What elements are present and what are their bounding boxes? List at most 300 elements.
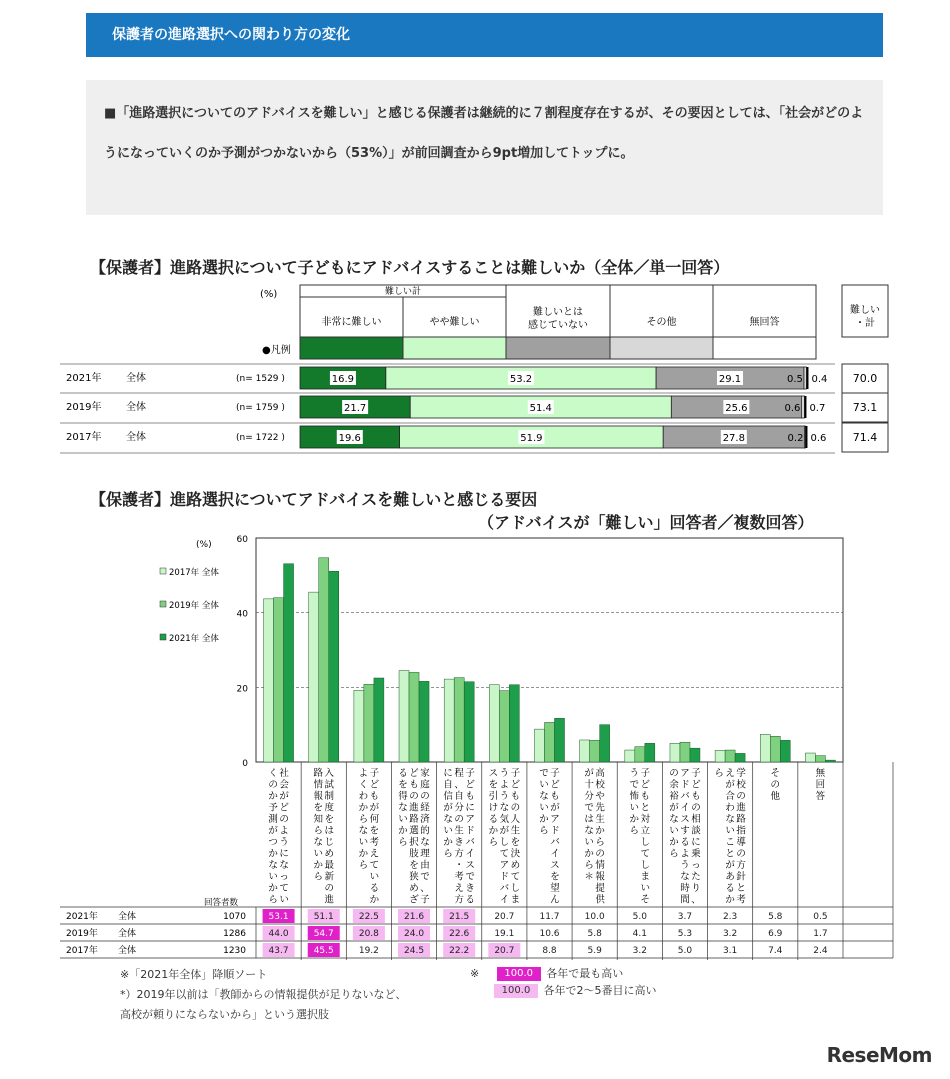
chart2-bar [444, 679, 454, 762]
chart2-category-label: る [398, 768, 408, 779]
chart2-category-label: こ [725, 837, 735, 848]
chart2-category-label: 程 [454, 768, 464, 779]
chart2-legend-label: 2017年 全体 [169, 568, 219, 578]
chart2-table-value: 21.5 [449, 912, 470, 922]
chart2-category-label: も [409, 779, 419, 791]
chart1-total-value: 70.0 [852, 372, 878, 385]
chart2-category-label: バ [680, 791, 690, 802]
chart2-category-label: は [584, 814, 594, 825]
chart2-category-label: 回 [815, 779, 826, 791]
chart2-category-label: の [770, 779, 781, 791]
chart2-table-group: 全体 [118, 929, 137, 939]
chart2-category-label: 由 [420, 860, 430, 871]
chart2-category-label: と [640, 802, 651, 814]
chart2-bar [590, 740, 600, 762]
chart2-category-label: 生 [454, 825, 464, 837]
chart2-category-label: の [691, 802, 701, 814]
chart2-category-label: え [369, 848, 380, 860]
chart2-category-label: ど [550, 779, 560, 791]
chart2-category-label: 選 [409, 825, 419, 837]
chart2-category-label: な [584, 825, 594, 837]
chart2-category-label: ど [691, 779, 701, 791]
chart2-y-label: (%) [196, 540, 212, 550]
chart1-row-year: 2021年 [66, 373, 102, 384]
chart2-category-label: も [465, 791, 475, 802]
legend-second-swatch: 100.0 [494, 984, 538, 998]
footnote-2: 高校が頼りにならないから」という選択肢 [120, 1008, 329, 1021]
chart2-category-label: ・ [454, 860, 464, 871]
chart2-category-label: ド [465, 825, 475, 837]
chart2-category-label: 肢 [409, 848, 419, 860]
chart2-category-label: を [550, 871, 560, 883]
chart2-category-label: か [358, 802, 369, 814]
chart2-category-label: な [279, 860, 289, 871]
chart2-table-value: 5.0 [632, 912, 647, 922]
chart2-category-label: る [725, 883, 735, 894]
chart2-category-label: か [488, 825, 499, 837]
chart2-category-label: か [398, 825, 408, 837]
chart2-category-label: も [369, 791, 380, 802]
chart2-bar [715, 750, 725, 762]
chart2-bar [690, 748, 700, 762]
chart2-category-label: わ [358, 791, 369, 802]
chart1-row-group: 全体 [126, 373, 146, 384]
chart2-category-label: う [629, 768, 640, 779]
chart2-category-label: け [488, 802, 499, 814]
chart1-unit-label: (%) [260, 289, 278, 300]
chart2-category-label: 方 [454, 894, 464, 906]
chart2-legend-swatch [160, 601, 166, 607]
chart2-category-label: 余 [669, 779, 679, 791]
chart2-table-group: 全体 [118, 912, 137, 922]
chart2-category-label: ド [550, 825, 560, 837]
chart2-y-tick: 0 [242, 759, 248, 769]
chart2-category-label: な [680, 871, 690, 883]
chart1-value-label: 0.4 [811, 374, 828, 385]
chart2-table-value: 5.3 [677, 929, 693, 939]
chart2-category-label: い [369, 871, 380, 883]
chart2-category-label: よ [279, 825, 289, 837]
chart2-table-value: 20.7 [494, 946, 515, 956]
chart2-table-value: 5.9 [587, 946, 602, 956]
chart2-category-label: い [669, 825, 679, 837]
chart2-category-label: 乗 [691, 848, 701, 860]
chart2-category-label: 、 [420, 883, 430, 894]
chart2-category-label: ス [550, 860, 560, 871]
legend-mark: ※ [470, 967, 480, 980]
chart2-category-label: い [539, 779, 549, 791]
chart2-category-label: 情 [595, 860, 605, 871]
chart2-category-label: イ [465, 848, 475, 860]
chart2-category-label: 子 [550, 768, 560, 779]
chart1-category-label: その他 [646, 317, 677, 328]
chart1-total-value: 71.4 [852, 431, 878, 444]
chart2-table-year: 2019年 [66, 929, 98, 939]
chart2-category-label: で [539, 768, 549, 779]
chart2-bar [535, 729, 545, 762]
chart2-category-label: ら [629, 825, 640, 837]
chart1-total-value: 73.1 [852, 401, 878, 414]
chart2-category-label: バ [550, 837, 560, 848]
chart2-bar [770, 736, 780, 762]
chart2-category-label: の [669, 768, 679, 779]
chart2-category-label: よ [358, 768, 369, 779]
chart2-category-label: が [499, 825, 510, 837]
chart2-category-label: 理 [420, 848, 430, 860]
chart1-value-label: 51.9 [520, 433, 543, 444]
chart1-bar-segment [804, 367, 807, 389]
chart2-category-label: 決 [510, 848, 521, 860]
chart2-category-label: そ [770, 768, 781, 779]
chart2-category-label: ら [584, 860, 594, 871]
chart2-category-label: て [499, 848, 510, 860]
chart2-category-label: え [725, 768, 735, 779]
chart2-category-label: 校 [595, 779, 605, 791]
chart2-category-label: な [420, 837, 430, 848]
chart2-category-label: の [409, 791, 419, 802]
chart2-category-label: 怖 [629, 791, 640, 802]
chart1-row-group: 全体 [126, 432, 146, 443]
chart2-category-label: ら [443, 848, 453, 860]
chart1-category-label: やや難しい [429, 317, 480, 328]
chart2-table-value: 4.1 [632, 929, 647, 939]
chart2-category-label: す [680, 825, 690, 837]
chart2-category-label: 報 [313, 791, 323, 802]
chart2-category-label: も [691, 791, 701, 802]
chart2-category-label: ど [640, 779, 651, 791]
chart2-table-value: 2.3 [722, 912, 738, 922]
chart2-category-label: 提 [595, 883, 605, 894]
chart2-category-label: な [539, 791, 549, 802]
chart2-category-label: ど [369, 779, 380, 791]
chart2-bar [354, 690, 364, 762]
chart2-table-value: 43.7 [268, 946, 289, 956]
chart2-category-label: 最 [324, 860, 334, 871]
chart2-category-label: を [324, 814, 334, 825]
chart2-table-value: 10.0 [584, 912, 605, 922]
chart2-category-label: 自 [443, 779, 453, 791]
chart1-value-label: 53.2 [509, 374, 533, 385]
chart2-legend-swatch [160, 634, 166, 640]
notes [120, 965, 407, 1025]
chart2-category-label: が [550, 802, 560, 814]
chart2-category-label: 進 [409, 802, 419, 814]
chart1-value-label: 21.7 [343, 403, 367, 414]
chart2-category-label: な [398, 802, 408, 814]
chart2-category-label: の [736, 791, 746, 802]
chart2-category-label: が [725, 779, 735, 791]
chart2-bar [329, 571, 339, 762]
chart2-category-label: う [680, 860, 690, 871]
chart2-category-label: く [268, 768, 278, 779]
chart2-category-label: 済 [420, 814, 430, 825]
chart2-category-label: 情 [313, 779, 323, 791]
chart2-category-label: な [268, 860, 278, 871]
chart2-category-label: な [725, 814, 735, 825]
chart2-y-tick: 60 [236, 535, 248, 545]
chart2-category-label: 談 [691, 825, 701, 837]
chart2-category-label: い [539, 802, 549, 814]
chart1-row-group: 全体 [126, 402, 146, 413]
chart1-category-label: 難しいとは [533, 307, 583, 318]
chart2-category-label: ら [313, 871, 323, 883]
chart1-value-label: 29.1 [718, 374, 742, 385]
chart2-bar [319, 558, 329, 762]
chart2-bar [725, 750, 735, 762]
chart2-bar [409, 672, 419, 762]
chart1-value-label: 16.9 [331, 374, 355, 385]
chart2-category-label: め [510, 860, 521, 871]
chart2-category-label: 生 [595, 814, 605, 825]
chart1-value-label: 51.4 [529, 403, 552, 414]
chart2-category-label: な [499, 802, 510, 814]
chart2-category-label: か [595, 825, 605, 837]
chart1-legend-label: ●凡例 [262, 345, 291, 356]
chart2-bar [509, 685, 519, 762]
chart2-table-value: 5.8 [587, 929, 602, 939]
chart2-category-label: ア [465, 814, 475, 825]
chart2-bar [670, 743, 680, 762]
chart2-bar [545, 722, 555, 762]
chart2-category-label: で [465, 871, 475, 883]
chart1-row-n: (n= 1722 ) [236, 433, 285, 443]
chart2-subtitle: （アドバイスが「難しい」回答者／複数回答） [478, 513, 814, 532]
chart2-category-label: 的 [420, 825, 430, 837]
chart2-category-label: か [629, 814, 640, 825]
chart2-title: 【保護者】進路選択についてアドバイスを難しいと感じる要因 [90, 490, 538, 509]
chart2-category-label: バ [499, 883, 510, 894]
chart2-category-label: く [358, 779, 369, 791]
chart2-category-label: が [725, 860, 735, 871]
chart2-bar [499, 691, 509, 762]
chart2-table-value: 22.2 [449, 946, 470, 956]
chart2-category-label: い [629, 802, 640, 814]
chart2-bar [374, 678, 384, 762]
chart2-category-label: ら [714, 768, 724, 779]
chart2-category-label: を [398, 779, 408, 791]
section-banner [86, 13, 883, 57]
chart2-category-label: 何 [369, 814, 380, 825]
chart2-category-label: 十 [584, 779, 594, 791]
chart2-category-label: 間 [680, 894, 690, 906]
chart2-category-label: よ [499, 779, 510, 791]
chart2-category-label: 進 [324, 894, 334, 906]
chart2-category-label: る [680, 837, 690, 848]
chart2-bar [825, 760, 835, 762]
chart2-table-value: 22.6 [449, 929, 470, 939]
chart2-category-label: の [454, 814, 464, 825]
chart2-bar [0, 530, 950, 965]
chart2-table-value: 8.8 [542, 946, 557, 956]
chart2-category-label: 子 [420, 894, 430, 906]
chart2-bar [454, 678, 464, 762]
chart2-category-label: が [669, 802, 679, 814]
chart2-category-label: え [454, 883, 464, 894]
chart2-category-label: か [539, 814, 549, 825]
chart2-table-value: 10.6 [539, 929, 560, 939]
chart2-category-label: わ [725, 802, 735, 814]
chart2-category-label: ま [640, 871, 651, 883]
chart2-category-label: の [420, 791, 430, 802]
chart2-category-label: で [420, 871, 430, 883]
chart2-table-n: 1230 [223, 946, 246, 956]
chart2-legend-swatch [160, 568, 166, 574]
chart2-table-value: 5.8 [768, 912, 783, 922]
chart2-category-label: 報 [595, 871, 605, 883]
chart2-category-label: い [358, 837, 369, 848]
chart2-category-label: 時 [680, 883, 690, 894]
chart2-category-label: 気 [499, 814, 510, 825]
chart2-category-label: 他 [770, 791, 781, 802]
chart2-category-label: 子 [369, 768, 380, 779]
chart2-category-label: て [369, 860, 380, 871]
chart2-table-value: 6.9 [768, 929, 783, 939]
chart2-category-label: り [691, 883, 701, 894]
chart2-category-label: 校 [736, 779, 746, 791]
chart2-category-label: の [324, 883, 334, 894]
chart1-row-year: 2017年 [66, 432, 102, 443]
chart2-bar [274, 598, 284, 762]
chart2-bar [284, 564, 294, 762]
chart2-category-label: 狭 [409, 871, 419, 883]
chart1-legend-swatch [506, 337, 610, 359]
chart2-category-label: 子 [691, 768, 701, 779]
chart2-bar [600, 725, 610, 762]
chart2-table-value: 54.7 [313, 929, 334, 939]
chart2-category-label: き [454, 837, 464, 848]
chart2-category-label: い [725, 825, 735, 837]
chart2-category-label: ど [409, 768, 419, 779]
chart2-table-value: 0.5 [813, 912, 828, 922]
chart2-table-value: 45.5 [313, 946, 334, 956]
chart2-category-label: 子 [640, 768, 651, 779]
chart2-category-label: を [488, 779, 499, 791]
chart2-category-label: 子 [510, 768, 521, 779]
chart2-category-label: ら [488, 837, 499, 848]
chart2-bar [364, 684, 374, 762]
chart2-bar [555, 718, 565, 762]
chart2-category-label: い [279, 894, 289, 906]
chart2-category-label: う [279, 837, 289, 848]
chart1-category-label: 無回答 [749, 317, 780, 328]
chart2-table-value: 22.5 [358, 912, 379, 922]
chart2-category-label: と [736, 883, 746, 894]
chart1-legend-swatch [300, 337, 403, 359]
chart1-value-label: 25.6 [725, 403, 748, 414]
chart2-category-label: が [443, 802, 453, 814]
chart2-category-label: ら [358, 814, 369, 825]
chart2-category-label: か [725, 894, 735, 906]
chart2-category-label: イ [550, 848, 560, 860]
chart2-category-label: か [369, 894, 380, 906]
chart2-category-label: な [443, 814, 453, 825]
chart2-category-label: に [279, 848, 289, 860]
chart1-total-header: ・計 [855, 318, 875, 329]
chart2-category-label: 望 [550, 883, 560, 894]
chart2-category-label: ス [488, 768, 499, 779]
chart2-category-label: に [691, 837, 701, 848]
chart2-category-label: い [268, 871, 278, 883]
chart2-table-value: 11.7 [539, 912, 560, 922]
chart2-category-label: が [279, 791, 289, 802]
chart2-category-label: 先 [595, 802, 605, 814]
chart2-table-value: 53.1 [268, 912, 289, 922]
chart2-category-label: 会 [279, 779, 289, 791]
chart2-category-label: い [443, 825, 453, 837]
chart2-table-value: 24.0 [404, 929, 425, 939]
chart2-category-label: 子 [465, 768, 475, 779]
chart2-category-label: い [313, 848, 323, 860]
chart2-bar [760, 734, 770, 762]
chart2-category-label: 合 [725, 791, 735, 802]
chart2-category-label: か [358, 848, 369, 860]
chart2-table-value: 19.1 [494, 929, 515, 939]
chart2-bar [264, 599, 274, 762]
chart1-bar-segment [801, 396, 804, 418]
chart1-category-label: 感じていない [528, 320, 588, 331]
chart2-category-label: 測 [268, 814, 278, 825]
chart2-category-label: の [736, 848, 746, 860]
chart2-table-value: 5.0 [677, 946, 693, 956]
chart2-bar [645, 743, 655, 762]
footnote-1: *）2019年以前は「教師からの情報提供が足りないなど、 [120, 988, 407, 1001]
chart2-category-label: を [409, 860, 419, 871]
chart2-category-label: う [499, 768, 510, 779]
chart2-category-label: 指 [736, 825, 746, 837]
chart2-bar [309, 592, 319, 762]
legend-top-label: 各年で最も高い [546, 967, 624, 980]
chart2-bar [805, 753, 815, 762]
chart2-category-label: 針 [736, 871, 746, 883]
chart2-category-label: 入 [324, 768, 334, 779]
chart2-category-label: し [499, 837, 510, 848]
chart2-category-label: 考 [736, 894, 746, 906]
chart2-category-label: ら [398, 837, 408, 848]
chart2-bar [735, 753, 745, 762]
chart1-category-label: 非常に難しい [321, 317, 382, 328]
chart2-category-label: じ [324, 837, 334, 848]
chart2-category-label: か [443, 837, 453, 848]
chart2-category-label: が [268, 825, 278, 837]
chart2-table-value: 20.7 [494, 912, 515, 922]
chart2-category-label: い [398, 814, 408, 825]
chart2-category-label: ん [550, 894, 560, 906]
chart2-table-value: 3.2 [722, 929, 738, 939]
chart2-category-label: 家 [420, 768, 430, 779]
chart2-category-label: な [313, 837, 323, 848]
chart1-row-year: 2019年 [66, 402, 102, 413]
chart2-category-label: た [691, 871, 701, 883]
chart2-table-header: 回答者数 [203, 898, 238, 908]
chart2-category-label: で [584, 802, 594, 814]
chart1-value-label: 0.2 [787, 433, 804, 444]
chart1-legend-swatch [713, 337, 816, 359]
chart2-category-label: 得 [398, 791, 408, 802]
chart2-category-label: も [640, 791, 651, 802]
chart2-category-label: 社 [279, 768, 289, 779]
chart2-category-label: て [640, 848, 651, 860]
chart2-category-label: ア [680, 768, 690, 779]
chart2-category-label: 、 [691, 894, 701, 906]
chart2-category-label: 供 [595, 894, 605, 906]
chart2-table-n: 1286 [223, 929, 246, 939]
chart2-category-label: が [369, 802, 380, 814]
chart2-category-label: 引 [488, 791, 499, 802]
chart1-value-label: 27.8 [722, 433, 745, 444]
chart2-table-value: 7.4 [768, 946, 783, 956]
chart2-category-label: 路 [313, 768, 323, 779]
chart2-category-label: ら [313, 825, 323, 837]
